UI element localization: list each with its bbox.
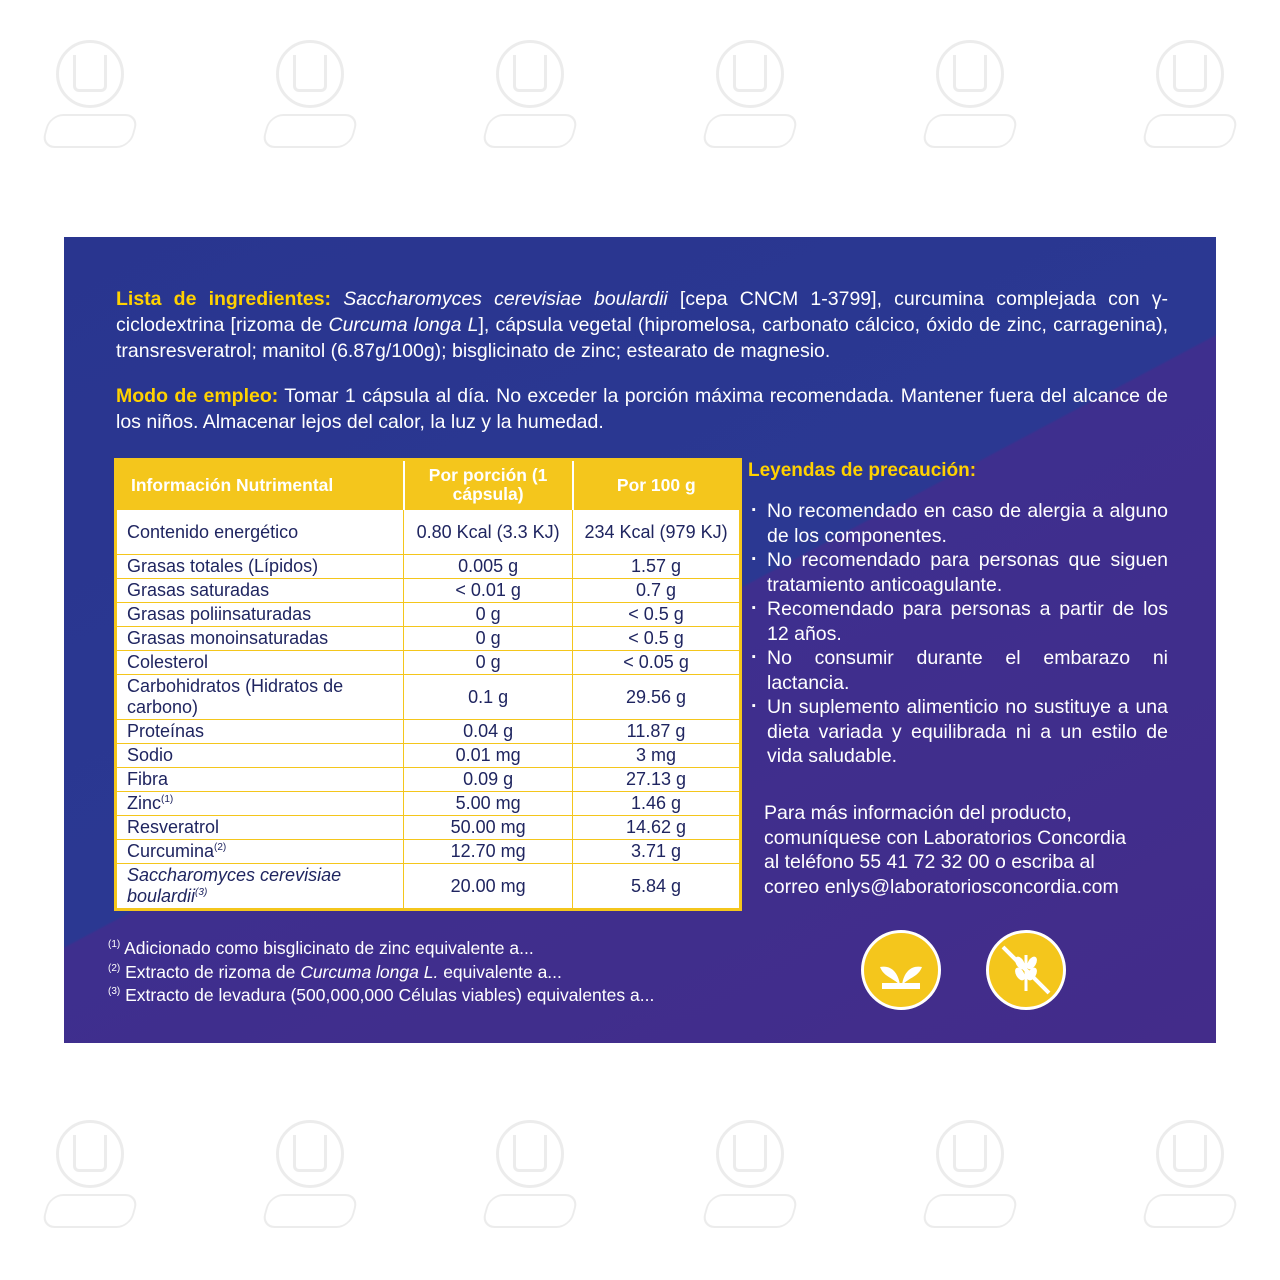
per-serving-value: 0.09 g: [404, 768, 573, 792]
nutrient-name: [116, 792, 404, 816]
nutrient-name: Grasas poliinsaturadas: [116, 603, 404, 627]
table-row: [116, 579, 741, 603]
contact-line: Para más información del producto,: [764, 802, 1072, 824]
nutrient-name: [116, 840, 404, 864]
nutrient-name: Grasas totales (Lípidos): [116, 555, 404, 579]
per-100g-value: 27.13 g: [573, 768, 741, 792]
watermark-logo: [262, 1120, 358, 1240]
nutrient-name: Grasas saturadas: [116, 579, 404, 603]
contact-line: al teléfono 55 41 72 32 00 o escriba al: [764, 851, 1095, 873]
contact-line: correo enlys@laboratoriosconcordia.com: [764, 875, 1119, 898]
footnote-italic: Curcuma longa L.: [300, 961, 439, 982]
contact-line: comuníquese con Laboratorios Concordia: [764, 826, 1127, 849]
table-row: [116, 792, 741, 816]
per-100g-value: 1.57 g: [573, 555, 741, 579]
watermark-logo: [1142, 40, 1238, 160]
list-item: · No recomendado para personas que siguen tratamiento anticoagulante.: [748, 548, 1168, 597]
table-row: [116, 720, 741, 744]
nutrient-name: Contenido energético: [116, 510, 404, 555]
table-row: [116, 864, 741, 910]
per-serving-value: 0.01 mg: [404, 744, 573, 768]
per-serving-value: 50.00 mg: [404, 816, 573, 840]
vegan-leaf-icon: [861, 930, 941, 1010]
ingredients-curcuma: Curcuma longa L: [328, 314, 479, 336]
per-100g-value: 14.62 g: [573, 816, 741, 840]
nutrient-name: Grasas monoinsaturadas: [116, 627, 404, 651]
precautions-title: Leyendas de precaución:: [748, 460, 977, 481]
gluten-free-icon: [986, 930, 1066, 1010]
watermark-logo: [42, 40, 138, 160]
ingredients-organism: Saccharomyces cerevisiae boulardii: [343, 288, 668, 310]
per-100g-value: 5.84 g: [573, 864, 741, 910]
footnote-text: equivalente a...: [438, 961, 562, 982]
table-row: [116, 603, 741, 627]
footnote-mark: (2): [108, 962, 121, 974]
watermark-logo: [702, 40, 798, 160]
per-serving-value: 0.80 Kcal (3.3 KJ): [404, 510, 573, 555]
footnotes: [108, 937, 654, 1008]
per-serving-value: 0.1 g: [404, 675, 573, 720]
per-serving-value: 12.70 mg: [404, 840, 573, 864]
per-100g-value: 3.71 g: [573, 840, 741, 864]
table-row: [116, 816, 741, 840]
list-item: · Un suplemento alimenticio no sustituye a una dieta variada y equilibrada ni a un estilo de vida saludable.: [748, 695, 1168, 769]
nutrient-name: Colesterol: [116, 651, 404, 675]
footnote-mark: (3): [108, 986, 121, 998]
footnote-3: [108, 984, 654, 1008]
nutrition-table: [114, 458, 742, 911]
watermark-logo: [42, 1120, 138, 1240]
table-row: [116, 651, 741, 675]
footnote-mark: (2): [214, 842, 227, 853]
list-item: · No recomendado en caso de alergia a alguno de los componentes.: [748, 499, 1168, 548]
ingredients-label: Lista de ingredientes:: [116, 288, 332, 310]
footnote-mark: (1): [161, 794, 174, 805]
watermark-logo: [262, 40, 358, 160]
per-serving-value: 0.005 g: [404, 555, 573, 579]
watermark-logo: [482, 40, 578, 160]
usage-paragraph: [116, 383, 1168, 435]
per-serving-value: 20.00 mg: [404, 864, 573, 910]
usage-label: Modo de empleo:: [116, 385, 279, 407]
watermark-logo: [702, 1120, 798, 1240]
contact-info: [764, 801, 1126, 899]
footnote-1: [108, 937, 654, 961]
nutrient-name-text: Zinc: [127, 793, 162, 813]
watermark-logo: [922, 1120, 1018, 1240]
watermark-logo: [482, 1120, 578, 1240]
table-row: [116, 627, 741, 651]
per-serving-value: 0 g: [404, 603, 573, 627]
list-item: · Recomendado para personas a partir de los 12 años.: [748, 597, 1168, 646]
nutrient-name: Fibra: [116, 768, 404, 792]
nutrient-name: Carbohidratos (Hidratos de carbono): [116, 675, 404, 720]
nutrition-header-per-100g: Por 100 g: [573, 460, 741, 510]
nutrition-header-row: [116, 460, 741, 510]
table-row: [116, 840, 741, 864]
footnote-mark: (1): [108, 939, 121, 951]
footnote-text: Adicionado como bisglicinato de zinc equivalente a...: [120, 938, 534, 958]
footnote-text: Extracto de rizoma de: [120, 961, 301, 982]
per-100g-value: 29.56 g: [573, 675, 741, 720]
footnote-mark: (3): [195, 887, 208, 898]
footnote-2: [108, 961, 654, 985]
list-item: · No consumir durante el embarazo ni lactancia.: [748, 646, 1168, 695]
watermark-logo: [922, 40, 1018, 160]
nutrient-name-text: Saccharomyces cerevisiae boulardii: [127, 865, 342, 906]
per-100g-value: < 0.5 g: [573, 603, 741, 627]
table-row: [116, 744, 741, 768]
nutrient-name: Proteínas: [116, 720, 404, 744]
ingredients-text-2: ], cápsula vegetal (hipromelosa, carbonato cálcico, óxido de zinc, carragenina), transresveratrol; manitol (6.87g/100g); bisglicinato de zinc; estearato de magnesio.: [116, 314, 1168, 362]
nutrition-header-label: Información Nutrimental: [116, 460, 404, 510]
per-serving-value: 0.04 g: [404, 720, 573, 744]
per-100g-value: < 0.05 g: [573, 651, 741, 675]
table-row: [116, 675, 741, 720]
table-row: [116, 768, 741, 792]
per-100g-value: 1.46 g: [573, 792, 741, 816]
footnote-text: Extracto de levadura (500,000,000 Células viables) equivalentes a...: [120, 985, 655, 1005]
watermark-logo: [1142, 1120, 1238, 1240]
per-serving-value: < 0.01 g: [404, 579, 573, 603]
product-label-panel: [64, 237, 1216, 1043]
per-serving-value: 0 g: [404, 651, 573, 675]
usage-text: Tomar 1 cápsula al día. No exceder la porción máxima recomendada. Mantener fuera del alcance de los niños. Almacenar lejos del calor, la luz y la humedad.: [116, 385, 1168, 433]
per-100g-value: < 0.5 g: [573, 627, 741, 651]
nutrition-header-per-serving: Por porción (1 cápsula): [404, 460, 573, 510]
table-row: [116, 510, 741, 555]
precautions-list: [748, 499, 1168, 769]
nutrient-name-text: Curcumina: [127, 841, 215, 861]
nutrient-name: [116, 864, 404, 910]
ingredients-text-1: [cepa CNCM 1-3799], curcumina complejada con γ-ciclodextrina [rizoma de: [116, 288, 1168, 336]
per-serving-value: 5.00 mg: [404, 792, 573, 816]
per-100g-value: 234 Kcal (979 KJ): [573, 510, 741, 555]
nutrient-name: Resveratrol: [116, 816, 404, 840]
per-100g-value: 0.7 g: [573, 579, 741, 603]
per-serving-value: 0 g: [404, 627, 573, 651]
ingredients-paragraph: [116, 286, 1168, 364]
per-100g-value: 11.87 g: [573, 720, 741, 744]
nutrient-name: Sodio: [116, 744, 404, 768]
per-100g-value: 3 mg: [573, 744, 741, 768]
table-row: [116, 555, 741, 579]
